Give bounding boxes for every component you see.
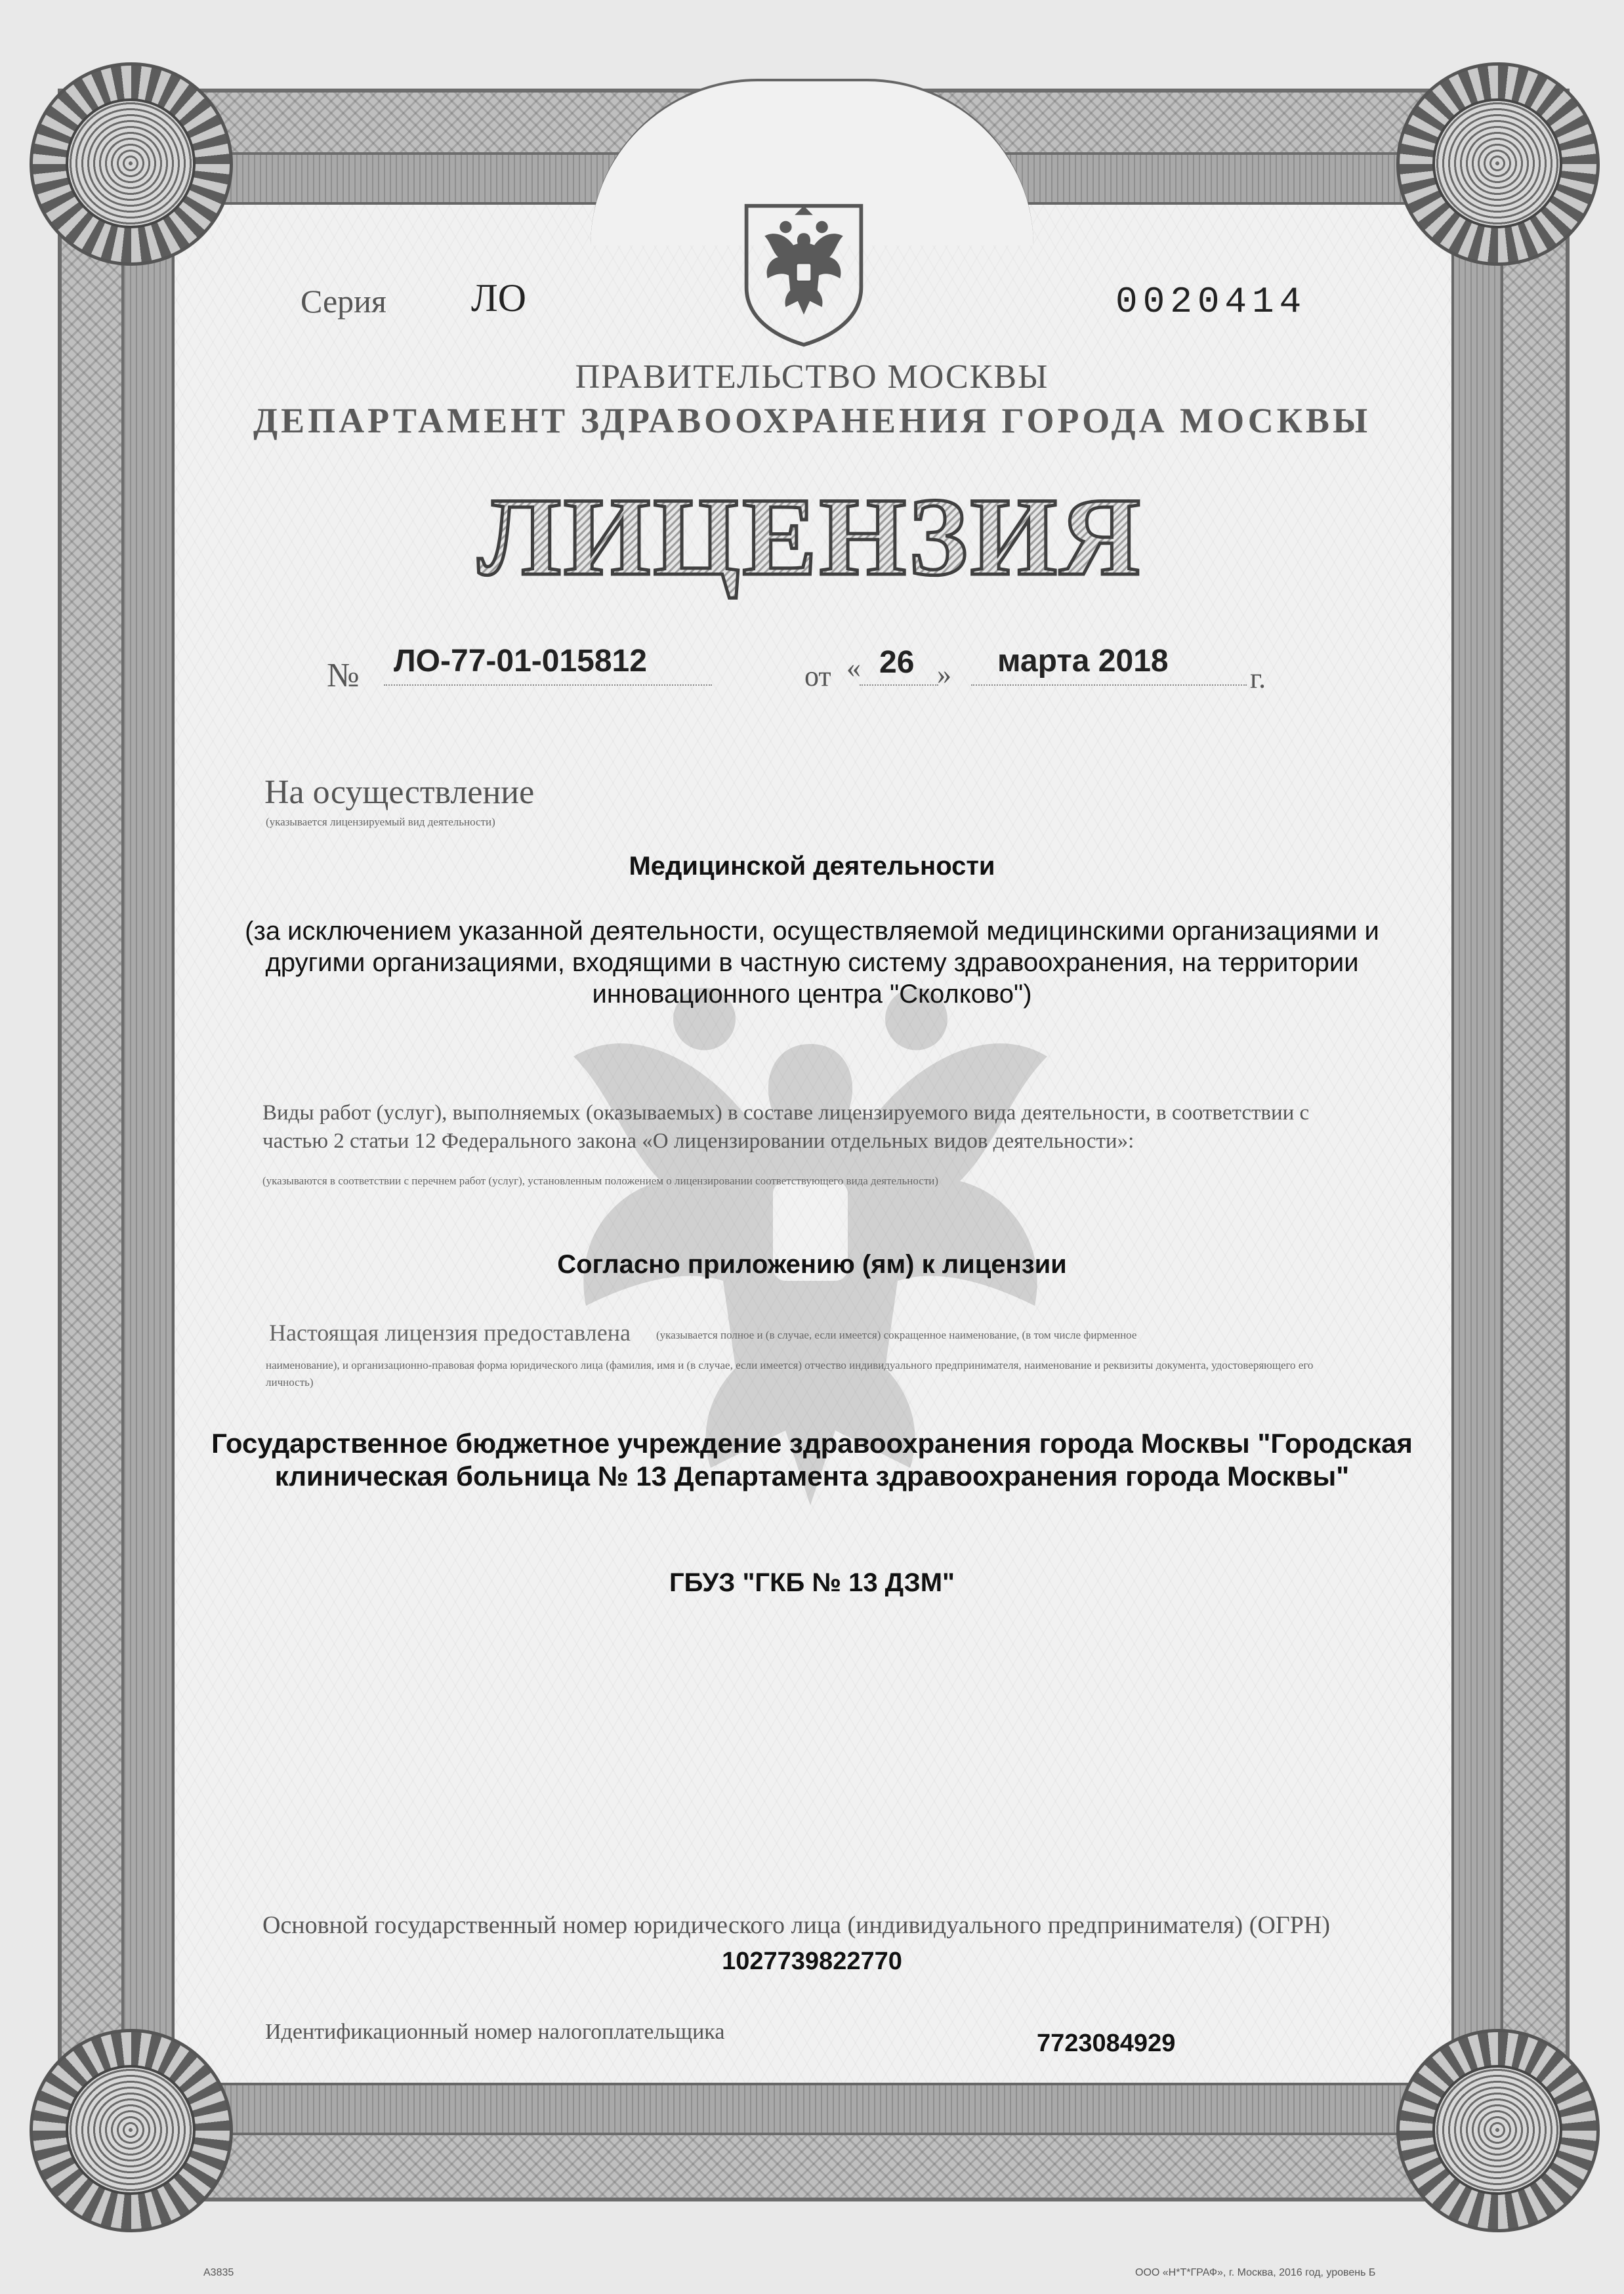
corner-rosette-top-left: [30, 62, 233, 266]
license-number-label: №: [327, 657, 360, 694]
date-quote-open: «: [846, 652, 861, 684]
license-number: ЛО-77-01-015812: [394, 644, 647, 678]
inn-value: 7723084929: [1037, 2030, 1176, 2057]
issuing-department: ДЕПАРТАМЕНТ ЗДРАВООХРАНЕНИЯ ГОРОДА МОСКВЫ: [253, 401, 1371, 440]
coat-of-arms-icon: [728, 197, 879, 348]
issuing-government: ПРАВИТЕЛЬСТВО МОСКВЫ: [575, 358, 1049, 396]
activity-exclusion: (за исключением указанной деятельности, осуществляемой медицинскими организациями и другими организациями, входящими в частную систему здравоохранения, на территории инновационного центра "Сколково"): [245, 917, 1379, 1009]
year-suffix: г.: [1250, 662, 1266, 694]
activity-label-hint: (указывается лицензируемый вид деятельности): [266, 816, 495, 828]
license-number-underline: [384, 684, 712, 686]
series-value: ЛО: [471, 276, 527, 320]
series-label: Серия: [301, 283, 386, 320]
licensee-short-name: ГБУЗ "ГКБ № 13 ДЗМ": [669, 1568, 955, 1597]
printer-imprint: ООО «Н*Т*ГРАФ», г. Москва, 2016 год, уровень Б: [1135, 2267, 1376, 2278]
corner-rosette-bottom-left: [30, 2029, 233, 2232]
licensee-label: Настоящая лицензия предоставлена: [269, 1320, 631, 1346]
works-label: Виды работ (услуг), выполняемых (оказываемых) в составе лицензируемого вида деятельности, в соответствии с частью 2 статьи 12 Федерального закона «О лицензировании отдельных видов деятельности»:: [262, 1101, 1310, 1153]
ogrn-value: 1027739822770: [722, 1948, 902, 1975]
license-day: 26: [879, 645, 915, 680]
works-value: Согласно приложению (ям) к лицензии: [557, 1250, 1067, 1279]
licensee-hint-line-1: (указывается полное и (в случае, если имеется) сокращенное наименование, (в том числе фирменное: [656, 1329, 1137, 1341]
corner-rosette-bottom-right: [1396, 2029, 1600, 2232]
works-hint: (указываются в соответствии с перечнем работ (услуг), установленным положением о лицензировании соответствующего вида деятельности): [262, 1175, 939, 1187]
ogrn-label: Основной государственный номер юридического лица (индивидуального предпринимателя) (ОГРН): [262, 1911, 1330, 1939]
licensee-hint-line-2: наименование), и организационно-правовая форма юридического лица (фамилия, имя и (в случае, если имеется) отчество индивидуального предпринимателя, наименование и реквизиты документа, удостоверяющего его личность): [266, 1359, 1314, 1389]
document-title: [446, 459, 1175, 610]
license-month-underline: [971, 684, 1247, 686]
license-day-underline: [860, 684, 938, 686]
document-title-text: ЛИЦЕНЗИЯ: [478, 475, 1143, 598]
form-number: 0020414: [1115, 281, 1307, 323]
license-month-year: марта 2018: [997, 644, 1169, 678]
date-quote-close: »: [937, 658, 951, 690]
activity-label: На осуществление: [264, 774, 535, 811]
date-prefix: от: [804, 660, 831, 692]
activity-name: Медицинской деятельности: [629, 852, 995, 881]
corner-rosette-top-right: [1396, 62, 1600, 266]
form-code: А3835: [203, 2267, 234, 2278]
inn-label: Идентификационный номер налогоплательщика: [265, 2020, 725, 2044]
licensee-full-name: Государственное бюджетное учреждение здравоохранения города Москвы "Городская клиническая больница № 13 Департамента здравоохранения города Москвы": [211, 1428, 1413, 1492]
